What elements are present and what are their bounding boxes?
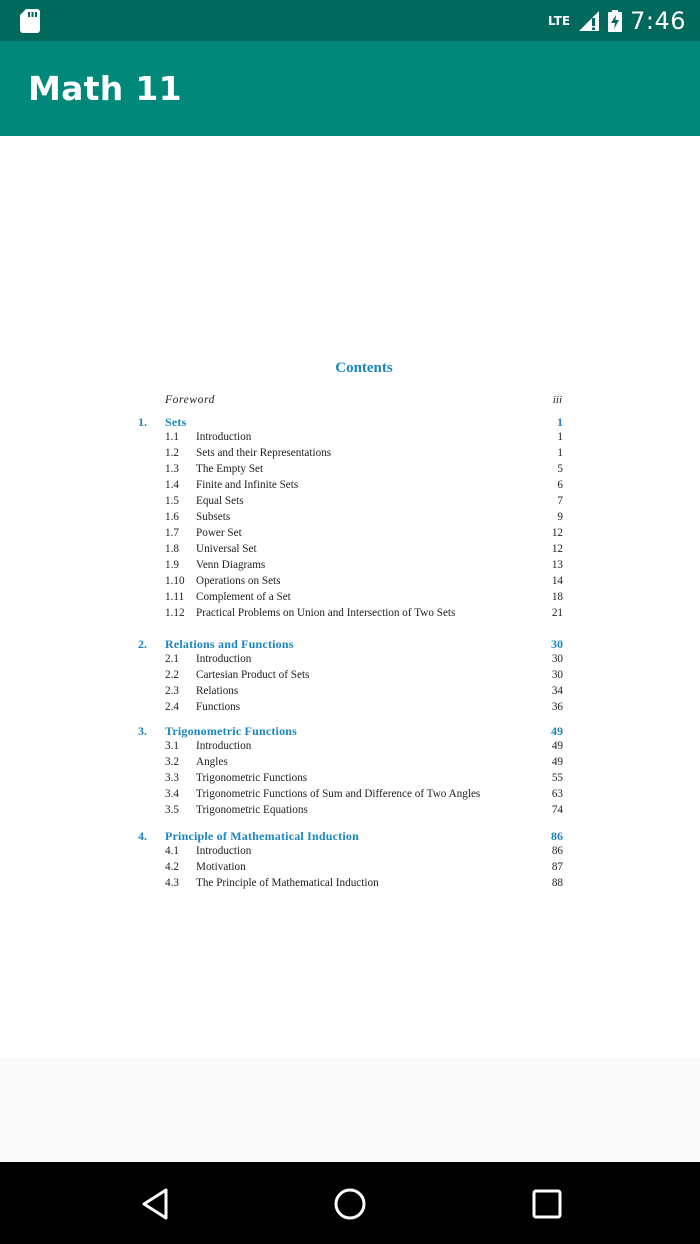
section-title: Trigonometric Equations	[196, 804, 308, 816]
section-row	[0, 527, 700, 543]
section-number: 1.7	[165, 527, 179, 539]
chapter-title: Principle of Mathematical Induction	[165, 829, 359, 843]
section-page-number: 34	[551, 685, 563, 697]
section-number: 1.2	[165, 447, 179, 459]
battery-charging-icon	[608, 10, 622, 32]
section-row	[0, 756, 700, 772]
section-number: 1.3	[165, 463, 179, 475]
section-row	[0, 669, 700, 685]
chapter-number: 1.	[138, 415, 147, 429]
section-number: 1.1	[165, 431, 179, 443]
navigation-bar	[0, 1162, 700, 1244]
foreword-page-number: iii	[552, 394, 562, 406]
section-row	[0, 845, 700, 861]
contents-document	[0, 136, 700, 1059]
section-row	[0, 861, 700, 877]
section-page-number: 14	[551, 575, 563, 587]
section-page-number: 87	[551, 861, 563, 873]
section-row	[0, 804, 700, 820]
section-page-number: 7	[557, 495, 563, 507]
section-title: Relations	[196, 685, 239, 697]
section-title: Introduction	[196, 431, 252, 443]
section-row	[0, 511, 700, 527]
section-number: 4.1	[165, 845, 179, 857]
section-number: 2.3	[165, 685, 179, 697]
section-title: Operations on Sets	[196, 575, 281, 587]
section-title: Introduction	[196, 653, 252, 665]
section-row	[0, 653, 700, 669]
section-number: 1.12	[165, 607, 185, 619]
section-page-number: 12	[551, 527, 563, 539]
section-row	[0, 479, 700, 495]
chapter-number: 2.	[138, 637, 147, 651]
section-page-number: 1	[557, 431, 563, 443]
section-number: 4.2	[165, 861, 179, 873]
section-number: 3.1	[165, 740, 179, 752]
app-title: Math 11	[28, 69, 182, 108]
section-number: 3.4	[165, 788, 179, 800]
chapter-number: 4.	[138, 829, 147, 843]
chapter-page-number: 49	[551, 724, 563, 738]
section-page-number: 63	[551, 788, 563, 800]
section-title: Venn Diagrams	[196, 559, 266, 571]
section-title: Subsets	[196, 511, 231, 523]
section-number: 3.2	[165, 756, 179, 768]
section-title: Practical Problems on Union and Intersection of Two Sets	[196, 607, 456, 619]
chapter-page-number: 1	[557, 415, 563, 429]
section-row	[0, 877, 700, 893]
section-row	[0, 559, 700, 575]
section-page-number: 12	[551, 543, 563, 555]
section-page-number: 36	[551, 701, 563, 713]
section-title: Equal Sets	[196, 495, 244, 507]
section-title: Power Set	[196, 527, 242, 539]
section-row	[0, 772, 700, 788]
section-page-number: 1	[557, 447, 563, 459]
section-title: Angles	[196, 756, 228, 768]
section-number: 1.8	[165, 543, 179, 555]
chapter-heading	[0, 637, 700, 653]
section-number: 1.6	[165, 511, 179, 523]
chapter-title: Trigonometric Functions	[165, 724, 298, 738]
section-number: 1.11	[165, 591, 185, 603]
contents-title: Contents	[335, 360, 393, 376]
chapter-title: Relations and Functions	[165, 637, 294, 651]
section-number: 3.3	[165, 772, 179, 784]
section-page-number: 9	[557, 511, 563, 523]
section-row	[0, 447, 700, 463]
section-row	[0, 740, 700, 756]
signal-icon	[578, 10, 600, 32]
section-page-number: 21	[551, 607, 563, 619]
network-type-label: LTE	[548, 13, 571, 28]
section-title: The Empty Set	[196, 463, 264, 475]
section-number: 3.5	[165, 804, 179, 816]
section-number: 1.5	[165, 495, 179, 507]
section-title: Cartesian Product of Sets	[196, 669, 310, 681]
chapter-page-number: 30	[551, 637, 563, 651]
chapter-heading	[0, 415, 700, 431]
section-number: 2.1	[165, 653, 179, 665]
section-number: 4.3	[165, 877, 179, 889]
status-bar	[0, 0, 700, 41]
section-number: 1.9	[165, 559, 179, 571]
sd-card-icon	[20, 9, 40, 33]
section-number: 2.2	[165, 669, 179, 681]
section-page-number: 30	[551, 653, 563, 665]
foreword-label: Foreword	[165, 394, 215, 406]
home-icon[interactable]	[330, 1184, 370, 1224]
section-row	[0, 788, 700, 804]
section-page-number: 5	[557, 463, 563, 475]
app-bar	[0, 41, 700, 136]
section-row	[0, 543, 700, 559]
chapter-heading	[0, 724, 700, 740]
section-title: Trigonometric Functions of Sum and Difference of Two Angles	[196, 788, 481, 800]
section-page-number: 49	[551, 756, 563, 768]
recents-icon[interactable]	[527, 1184, 567, 1224]
section-page-number: 55	[551, 772, 563, 784]
section-page-number: 74	[551, 804, 563, 816]
section-title: Introduction	[196, 740, 252, 752]
back-icon[interactable]	[135, 1184, 175, 1224]
section-page-number: 49	[551, 740, 563, 752]
section-row	[0, 495, 700, 511]
section-title: Functions	[196, 701, 241, 713]
chapter-number: 3.	[138, 724, 147, 738]
section-title: Complement of a Set	[196, 591, 291, 603]
section-title: Universal Set	[196, 543, 257, 555]
clock: 7:46	[630, 6, 686, 35]
section-page-number: 86	[551, 845, 563, 857]
chapter-title: Sets	[165, 415, 187, 429]
section-row	[0, 463, 700, 479]
section-row	[0, 701, 700, 717]
chapter-page-number: 86	[551, 829, 563, 843]
section-number: 2.4	[165, 701, 179, 713]
section-row	[0, 575, 700, 591]
section-page-number: 13	[551, 559, 563, 571]
chapter-heading	[0, 829, 700, 845]
section-title: Trigonometric Functions	[196, 772, 308, 784]
section-page-number: 18	[551, 591, 563, 603]
section-title: Sets and their Representations	[196, 447, 332, 459]
section-title: Finite and Infinite Sets	[196, 479, 299, 491]
document-page[interactable]	[0, 136, 700, 1059]
section-row	[0, 607, 700, 623]
section-title: Motivation	[196, 861, 246, 873]
section-page-number: 88	[551, 877, 563, 889]
section-number: 1.4	[165, 479, 179, 491]
section-page-number: 6	[557, 479, 563, 491]
section-title: The Principle of Mathematical Induction	[196, 877, 379, 889]
section-row	[0, 591, 700, 607]
section-row	[0, 685, 700, 701]
section-number: 1.10	[165, 575, 185, 587]
section-row	[0, 431, 700, 447]
section-page-number: 30	[551, 669, 563, 681]
section-title: Introduction	[196, 845, 252, 857]
